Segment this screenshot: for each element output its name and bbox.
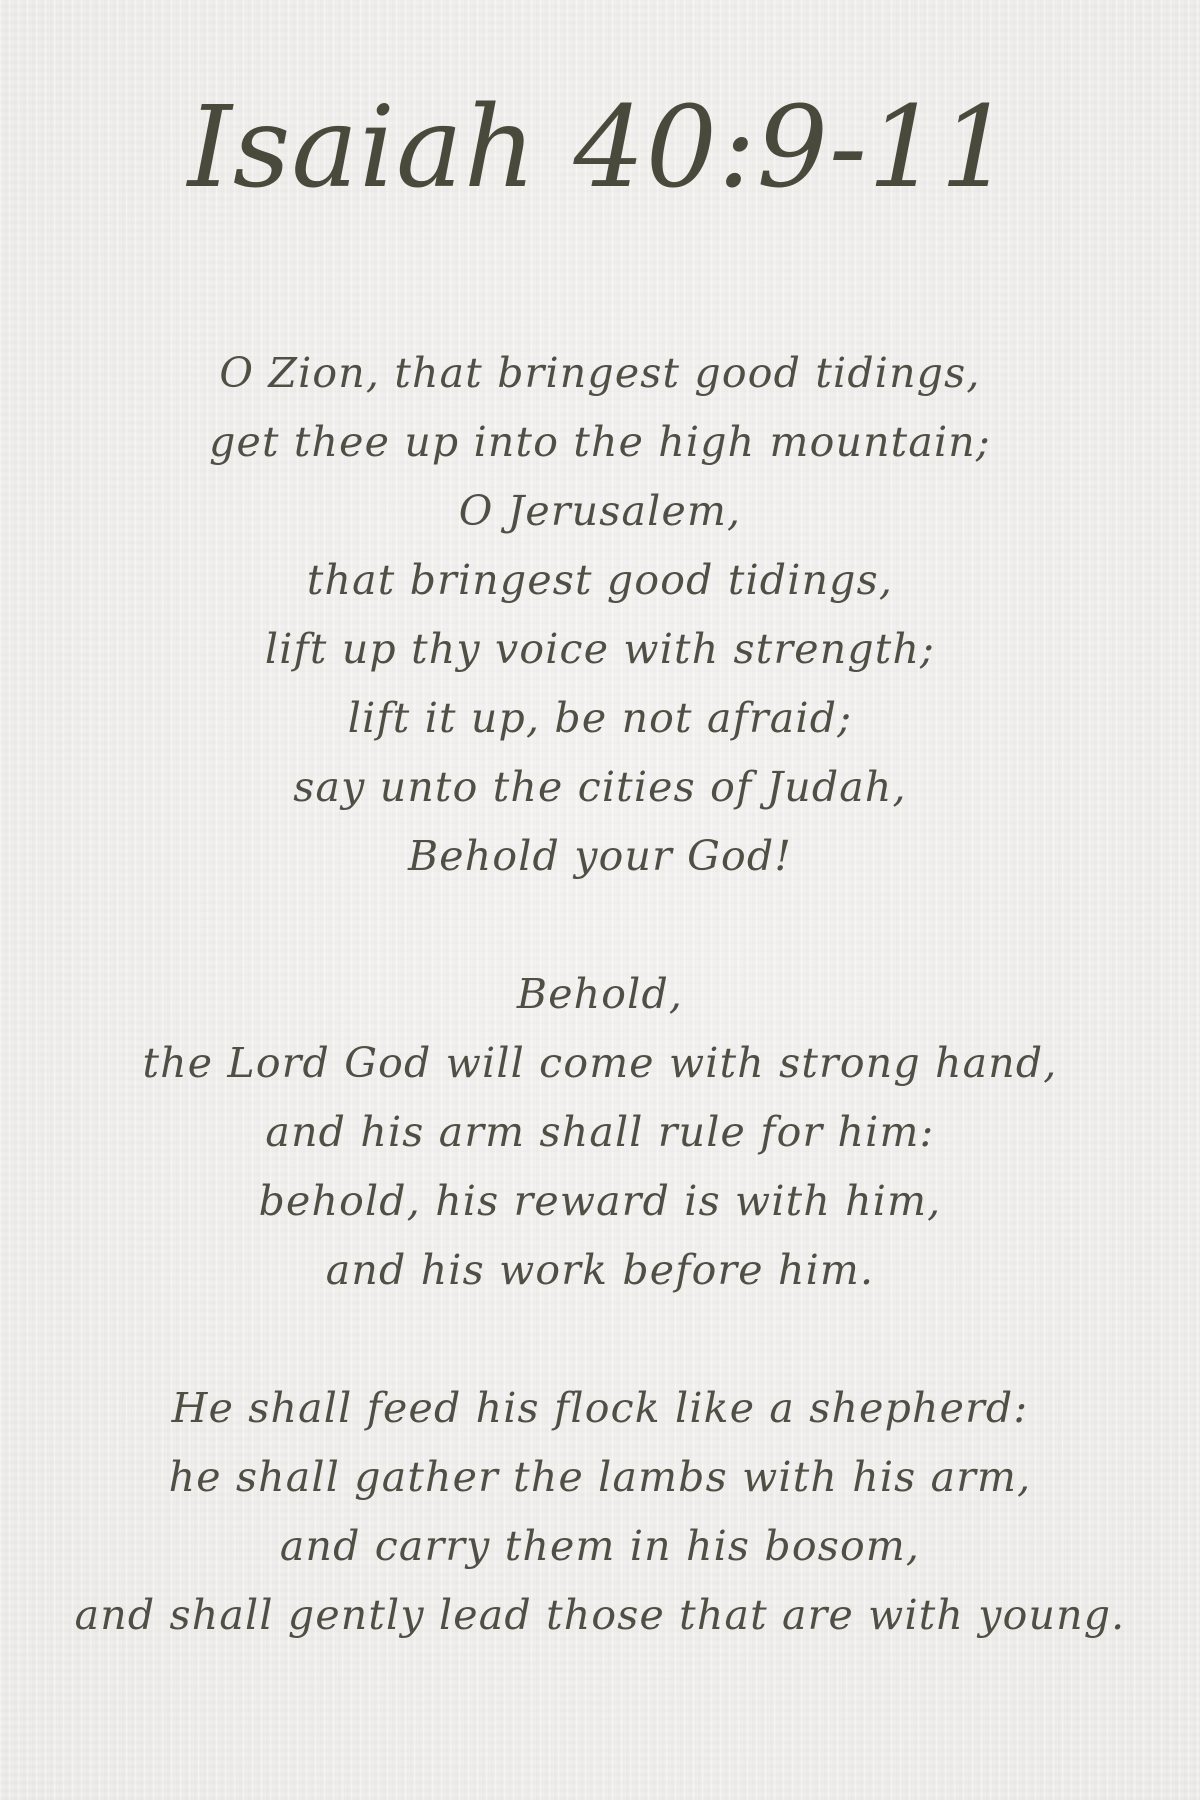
verse-line: that bringest good tidings, (306, 556, 894, 604)
verse-line: Behold your God! (407, 832, 793, 880)
verse-line: lift up thy voice with strength; (264, 625, 936, 673)
verse-line: say unto the cities of Judah, (293, 763, 907, 811)
verse-line: get thee up into the high mountain; (209, 418, 991, 466)
verse-line: the Lord God will come with strong hand, (142, 1039, 1058, 1087)
verse-line: O Jerusalem, (458, 487, 742, 535)
verse-line: he shall gather the lambs with his arm, (168, 1453, 1032, 1501)
page-title: Isaiah 40:9-11 (187, 83, 1013, 213)
verse-line: and his work before him. (325, 1246, 875, 1294)
verse-body (0, 339, 1200, 1719)
verse-line: and his arm shall rule for him: (265, 1108, 935, 1156)
stanza-2 (0, 960, 1200, 1305)
verse-line: lift it up, be not afraid; (347, 694, 853, 742)
stanza-3 (0, 1374, 1200, 1650)
verse-line: and shall gently lead those that are with young. (74, 1591, 1126, 1639)
verse-line: and carry them in his bosom, (279, 1522, 921, 1570)
stanza-1 (0, 339, 1200, 891)
verse-line: He shall feed his flock like a shepherd: (171, 1384, 1029, 1432)
verse-line: behold, his reward is with him, (258, 1177, 942, 1225)
verse-line: O Zion, that bringest good tidings, (219, 349, 981, 397)
verse-line: Behold, (516, 970, 684, 1018)
